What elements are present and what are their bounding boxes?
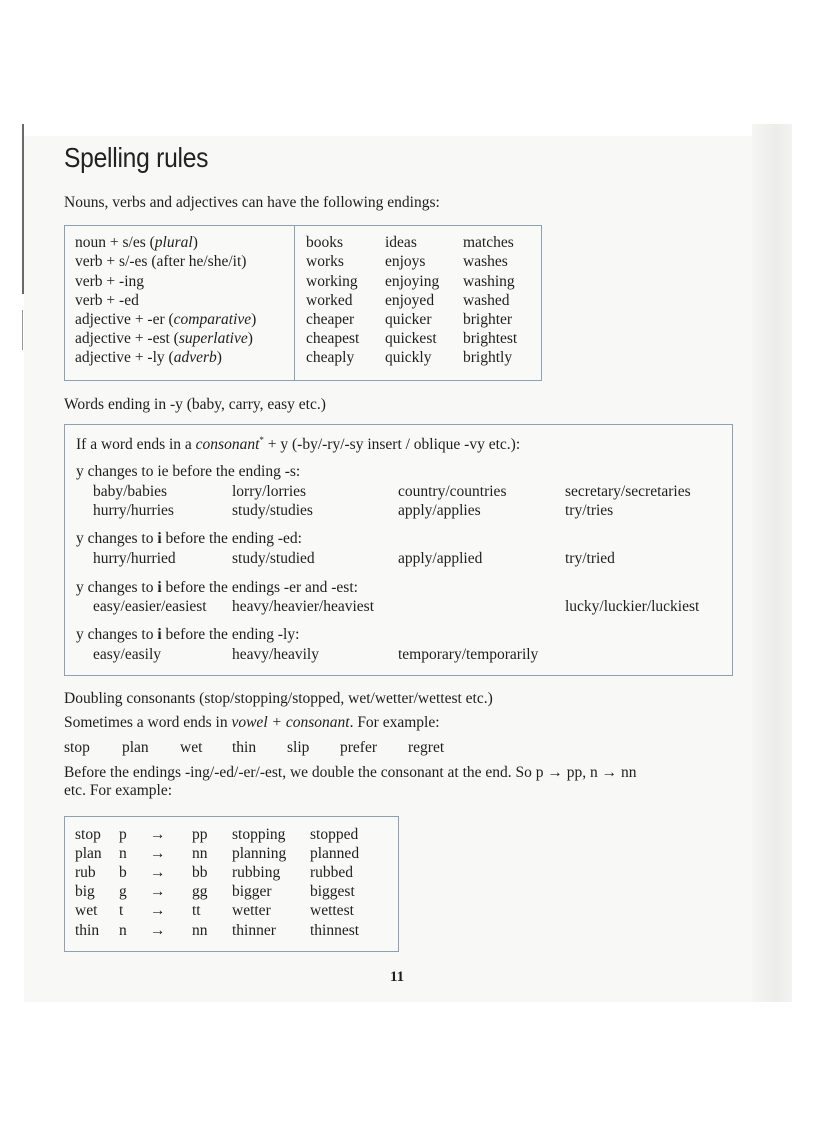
doubling-cell: plan [75,845,102,862]
y-rule-line: y changes to i before the endings -er and -est: [76,579,358,596]
example-word: brighter [463,311,513,328]
doubling-cell: pp [192,826,208,843]
intro-text: Nouns, verbs and adjectives can have the following endings: [64,194,440,211]
y-example: lorry/lorries [232,483,307,500]
example-word: works [306,253,344,270]
doubling-word: slip [287,739,310,756]
example-word: matches [463,234,514,251]
doubling-cell: gg [192,883,208,900]
y-example: heavy/heavier/heaviest [232,598,375,615]
y-rule-line: y changes to i before the ending -ly: [76,626,300,643]
page-title: Spelling rules [64,142,209,173]
doubling-cell: n [119,845,127,862]
example-word: books [306,234,344,251]
arrow-icon: → [150,902,166,919]
y-example: heavy/heavily [232,646,319,663]
example-word: brightest [463,330,518,347]
doubling-cell: wetter [232,902,271,919]
doubling-cell: n [119,922,127,939]
doubling-cell: nn [192,845,208,862]
binding-edge [22,124,24,294]
y-box-intro: If a word ends in a consonant* + y (-by/-ry/-sy insert / oblique -vy etc.): [76,435,521,454]
doubling-cell: bigger [232,883,272,900]
example-word: ideas [385,234,417,251]
doubling-word: regret [408,739,445,756]
example-word: enjoying [385,273,440,290]
rule-row: adjective + -est (superlative) [75,330,253,347]
doubling-cell: rubbing [232,864,281,881]
y-example: temporary/temporarily [398,646,539,663]
doubling-cell: planning [232,845,287,862]
y-example: hurry/hurries [93,502,174,519]
example-word: cheaper [306,311,355,328]
doubling-cell: tt [192,902,201,919]
example-word: cheaply [306,349,355,366]
rule-row: verb + -ing [75,273,145,290]
doubling-cell: wet [75,902,98,919]
arrow-icon: → [150,826,166,843]
example-word: quicker [385,311,432,328]
y-example: secretary/secretaries [565,483,691,500]
doubling-cell: biggest [310,883,355,900]
y-example: study/studies [232,502,313,519]
doubling-word: plan [122,739,149,756]
example-word: cheapest [306,330,360,347]
rule-row: adjective + -er (comparative) [75,311,257,328]
doubling-cell: thinner [232,922,276,939]
page-number: 11 [390,969,405,985]
arrow-icon: → [150,845,166,862]
example-word: worked [306,292,353,309]
page-gutter-shadow [752,124,792,1002]
y-example: lucky/luckier/luckiest [565,598,700,615]
rule-row: verb + s/-es (after he/she/it) [75,253,247,270]
doubling-cell: thin [75,922,100,939]
doubling-word: prefer [340,739,377,756]
doubling-cell: p [119,826,127,843]
doubling-cell: g [119,883,127,900]
y-example: easy/easier/easiest [93,598,207,615]
doubling-cell: bb [192,864,208,881]
doubling-cell: nn [192,922,208,939]
y-example: try/tried [565,550,615,567]
example-word: quickest [385,330,437,347]
example-word: brightly [463,349,513,366]
doubling-cell: thinnest [310,922,360,939]
doubling-cell: stopping [232,826,286,843]
y-section-heading: Words ending in -y (baby, carry, easy etc.) [64,396,326,413]
doubling-cell: t [119,902,124,919]
arrow-icon: → [150,922,166,939]
doubling-cell: wettest [310,902,354,919]
doubling-word: stop [64,739,90,756]
y-rule-line: y changes to i before the ending -ed: [76,530,302,547]
doubling-cell: stop [75,826,101,843]
arrow-icon: → [150,864,166,881]
y-rule-line: y changes to ie before the ending -s: [76,463,301,480]
rule-row: verb + -ed [75,292,139,309]
rule-row: noun + s/es (plural) [75,234,198,251]
y-example: hurry/hurried [93,550,176,567]
endings-table-divider [294,225,295,380]
example-word: enjoys [385,253,426,270]
doubling-cell: big [75,883,95,900]
example-word: enjoyed [385,292,435,309]
arrow-icon: → [150,883,166,900]
y-example: country/countries [398,483,507,500]
y-example: try/tries [565,502,614,519]
example-word: working [306,273,358,290]
doubling-line3: etc. For example: [64,782,173,799]
y-example: apply/applies [398,502,481,519]
example-word: washing [463,273,515,290]
doubling-line2: Before the endings -ing/-ed/-er/-est, we double the consonant at the end. So p → pp, n → nn [64,764,637,781]
doubling-cell: b [119,864,127,881]
doubling-cell: stopped [310,826,359,843]
doubling-cell: rubbed [310,864,354,881]
doubling-cell: planned [310,845,360,862]
y-example: baby/babies [93,483,168,500]
y-example: easy/easily [93,646,162,663]
doubling-heading: Doubling consonants (stop/stopping/stopped, wet/wetter/wettest etc.) [64,690,493,707]
rule-row: adjective + -ly (adverb) [75,349,222,366]
doubling-word: thin [232,739,257,756]
doubling-word: wet [180,739,203,756]
y-example: study/studied [232,550,315,567]
example-word: quickly [385,349,432,366]
example-word: washed [463,292,510,309]
doubling-line1: Sometimes a word ends in vowel + consonant. For example: [64,714,440,731]
binding-edge-lower [22,310,23,350]
example-word: washes [463,253,508,270]
doubling-cell: rub [75,864,96,881]
y-example: apply/applied [398,550,483,567]
